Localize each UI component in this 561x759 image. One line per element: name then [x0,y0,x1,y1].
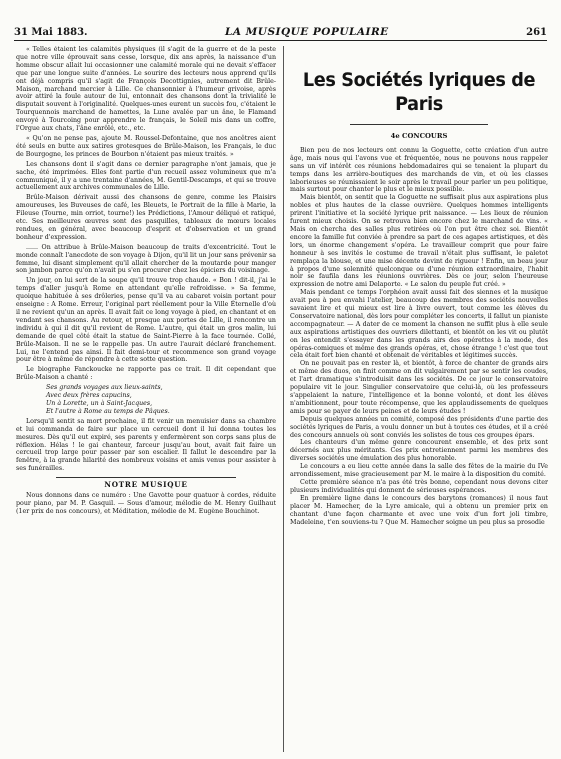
right-paragraph: Bien peu de nos lecteurs ont connu la Goguette, cette création d'un autre âge, mais nous qui l'avons vue et fréquentée, nous ne pouvons nous rappeler sans un vif intérêt ces réunions hebdomadaires qui se tenaient la plupart du temps dans les arrière-boutiques des marchands de vin, et où les classes laborieuses se réunissaient le soir après le travail pour parler un peu politique, mais surtout pour chanter le plus et le mieux possible. [290,146,548,194]
right-paragraph: Depuis quelques années un comité, composé des présidents d'une partie des sociétés lyriques de Paris, a voulu donner un but à toutes ces études, et il a créé des concours annuels où sont conviés les solistes de tous ces groupes épars. [290,415,548,439]
left-paragraph: « Qu'on ne pense pas, ajoute M. Roussel-Defontaine, que nos ancêtres aient été seuls en butte aux satires grotesques de Brûle-Maison, les Français, le duc de Bourgogne, les princes de Bourbon n'étaient pas mieux traités. » [16,134,276,158]
page-header [14,20,547,38]
left-paragraph: « Telles étaient les calamités physiques (il s'agit de la guerre et de la peste que notre ville éprouvait sans cesse, lorsque, dix ans après, la naissance d'un homme obscur allait lui occasionner une calamité morale qui ne devait s'effacer que par une longue suite d'années. Le sourire des lecteurs nous apprend qu'ils ont déjà compris qu'il s'agit de François Decottignies, autrement dit Brûle-Maison, marchand mercier à Lille. Ce chansonnier à l'humeur grivoise, après avoir attiré la foule autour de lui, entonnait des chansons dont la trivialité le disputait souvent à l'originalité. Quelques-unes eurent un succès fou, c'étaient le Tourquennois marchand de hamettes, la Lune avalée par un âne, le Flamand envoyé à Tourcoing pour apprendre le français, le Soleil mis dans un coffre, l'Orgue aux chats, l'âne enrôlé, etc., etc. [16,46,276,133]
left-paragraph: Brûle-Maison dérivait aussi des chansons de genre, comme les Plaisirs amoureuses, les Buveuses de café, les Bleuets, le Portrait de la fille à Marie, la Fileuse (Tourne, min orriot, tourne!) les Prédictions, l'Amour déliqué et ratiqué, etc. Ses meilleures œuvres sont des pasquilles, tableaux de mœurs locales rendues, en général, avec beaucoup d'esprit et d'observation et un grand bonheur d'expression. [16,194,276,241]
title-rule [350,124,488,125]
right-paragraph: En première ligne dans le concours des barytons (romances) il nous faut placer M. Hamecher, de la Lyre amicale, qui a obtenu un premier prix en chantant d'une façon charmante et avec une voix d'un fort joli timbre, Madeleine, t'en souviens-tu ? Que M. Hamecher soigne un peu plus sa prosodie [290,494,548,526]
right-paragraph: Mais pendant ce temps l'orphéon avait aussi fait des siennes et la musique avait peu à peu envahi l'atelier, beaucoup des membres des sociétés nouvelles savaient lire et qui mieux est lire à livre ouvert, tout comme les élèves du Conservatoire national, dès lors pour compléter les concerts, il fallut un pianiste accompagnateur. — A dater de ce moment la chanson ne suffit plus à elle seule aux aspirations artistiques des ouvriers dilettanti, et bientôt on les vit ou plutôt on les entendit s'essayer dans les grands airs des opérettes à la mode, des opéras-comiques et même des grands opéras, et, chose étrange ! c'est que tout cela était fort bien chanté et obtenait de véritables et légitimes succès. [290,289,548,360]
left-paragraph: Le biographe Fanckoucke ne rapporte pas ce trait. Il dit cependant que Brûle-Maison a chanté : [16,366,276,382]
verse-line: Avec deux frères capucins, [46,392,132,400]
issue-date: 31 Mai 1883. [14,27,88,38]
left-closing-paragraph: Lorsqu'il sentit sa mort prochaine, il fit venir un menuisier dans sa chambre et lui commanda de faire sur place un cercueil dont il lui donna toutes les mesures. Dès qu'il eut expiré, ses parents y enfermèrent son corps sans plus de réflexion. Hélas ! le gai chanteur, farceur jusqu'au bout, avait fait faire un cercueil trop large pour passer par son escalier. Il fallut le descendre par la fenêtre, à la grande hilarité des nombreux voisins et amis venus pour assister à ses funérailles. [16,417,276,473]
article-title: Les Sociétés lyriques de Paris [302,69,536,115]
left-column [16,46,276,752]
section-heading: 4e CONCOURS [390,132,448,140]
verse-quote [46,384,276,416]
right-paragraph: Cette première séance n'a pas été très bonne, cependant nous devons citer plusieurs individualités qui donnent de sérieuses espérances. [290,478,548,494]
verse-line: Et l'autre à Rome au temps de Pâques. [46,407,170,415]
right-column [290,46,548,752]
left-paragraph: ...... On attribue à Brûle-Maison beaucoup de traits d'excentricité. Tout le monde connaît l'anecdote de son voyage à Dijon, qu'il lit un jour sans prévenir sa femme, lui disant simplement qu'il allait chercher de la moutarde pour manger son jambon parce qu'on n'avait pu s'en procurer chez les épiciers du voisinage. [16,243,276,275]
left-paragraph: Un jour, on lui sert de la soupe qu'il trouve trop chaude. « Bon ! dit-il, j'ai le temps d'aller jusqu'à Rome en attendant qu'elle refroidisse. » Sa femme, quoique habituée à ses drôleries, pense qu'il va au cabaret voisin portant pour enseigne : A Rome. Erreur, l'original part réellement pour la Ville Éternelle d'où il ne revient qu'un an après. Il avait fait ce long voyage à pied, en chantant et en vendant ses chansons. Au retour, et presque aux portes de Lille, il rencontre un individu à qui il dit qu'il revient de Rome. L'autre, qui était un gros malin, lui demande de quel côté était la statue de Saint-Pierre à la face tournée. Collé, Brûle-Maison. Il ne se le rappelle pas. Un autre l'aurait déclaré franchement. Lui, ne l'entend pas ainsi. Il fait demi-tour et recommence son grand voyage pour être à même de répondre à cette sotte question. [16,277,276,364]
journal-title: LA MUSIQUE POPULAIRE [224,26,389,38]
verse-line: Un à Lorette, un à Saint-Jacques, [46,399,153,407]
notre-musique-text: Nous donnons dans ce numéro : Une Gavotte pour quatuor à cordes, réduite pour piano, par M. P. Gasquil. — Sous d'amour, mélodie de M. Henry Guilhaut (1er prix de nos concours), et Méditation, mélodie de M. Eugène Bouchinot. [16,492,276,515]
right-paragraph: Le concours a eu lieu cette année dans la salle des fêtes de la mairie du IVe arrondissement, mise gracieusement par M. le maire à la disposition du comité. [290,463,548,479]
right-paragraph: On ne pouvait pas en rester là, et bientôt, à force de chanter de grands airs et même des duos, on finit comme on dit vulgairement par se sentir les coudes, et l'art dramatique s'introduisit dans les sociétés. De ce jour le conservatoire populaire vit le jour. Singulier conservatoire que celui-là, où les professeurs s'appelaient la nature, l'intelligence et la bonne volonté, et dont les élèves n'ambitionnent, pour toute récompense, que les applaudissements de quelques amis pour se payer de leurs peines et de leurs études ! [290,360,548,415]
header-rule [14,40,547,41]
right-paragraph: Les chanteurs d'un même genre concourent ensemble, et des prix sont décernés aux plus méritants. Ces prix entretiennent parmi les membres des diverses sociétés une émulation des plus honorable. [290,439,548,463]
section-rule [56,477,236,478]
page-number: 261 [526,27,547,38]
column-divider [283,46,284,752]
left-paragraph: Les chansons dont il s'agit dans ce dernier paragraphe n'ont jamais, que je sache, été imprimées. Elles font partie d'un recueil assez volumineux que m'a communiqué, il y a une trentaine d'années, M. Gentil-Descamps, et qui se trouve actuellement aux archives communales de Lille. [16,160,276,192]
notre-musique-title: NOTRE MUSIQUE [104,480,188,490]
verse-line: Ses grands voyages aux lieux-saints, [46,384,163,392]
right-paragraph: Mais bientôt, on sentit que la Goguette ne suffisait plus aux aspirations plus nobles et plus hautes de la classe ouvrière. Quelques hommes intelligents prirent l'initiative et la société lyrique prit naissance. — Les lieux de réunion furent mieux choisis. On se retrouva bien encore chez le marchand de vins. « Mais on chercha des salles plus retirées où l'on put être chez soi. Bientôt encore la famille fut conviée à prendre sa part de ces agapes artistiques, et dès lors, un énorme changement s'opéra. Le travailleur comprit que pour faire honneur à ses invités le costume de travail n'était plus suffisant, le paletot remplaça la blouse, et une mise décente devint de rigueur ! Enfin, un beau jour à propos d'une solennité quelconque ou d'une réunion extraordinaire, l'habit noir se faufila dans les réunions ouvrières. Dès ce jour, selon l'heureuse expression de notre ami Delaporte. « Le salon du peuple fut créé. » [290,194,548,289]
